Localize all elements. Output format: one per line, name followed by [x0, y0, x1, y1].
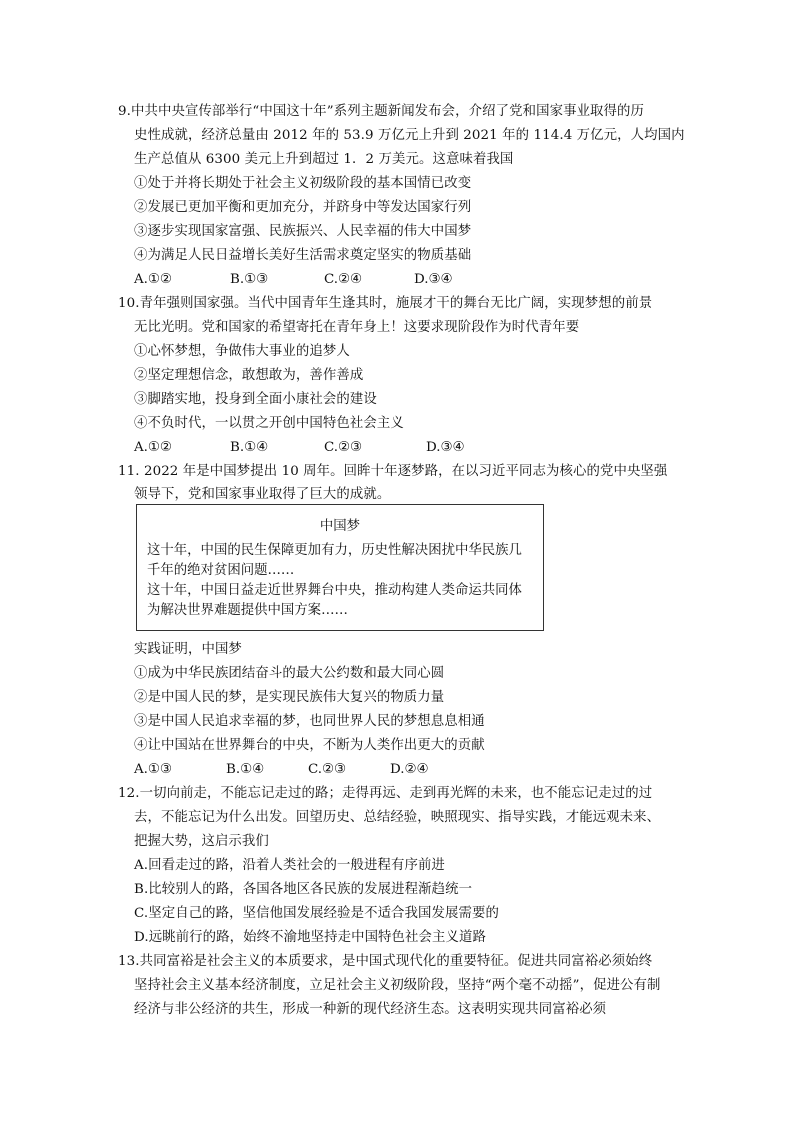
q9-item-2: ②发展已更加平衡和更加充分，并跻身中等发达国家行列	[134, 200, 472, 215]
q9-option-b[interactable]: B.①③	[230, 272, 269, 287]
q9-item-1: ①处于并将长期处于社会主义初级阶段的基本国情已改变	[134, 176, 472, 191]
china-dream-material-box	[136, 504, 544, 631]
q10-item-3: ③脚踏实地，投身到全面小康社会的建设	[134, 392, 377, 407]
q10-option-b[interactable]: B.①④	[230, 440, 269, 455]
q10-option-a[interactable]: A.①②	[134, 440, 172, 455]
q12-stem-line-3: 把握大势，这启示我们	[134, 834, 269, 849]
q10-stem-line-2: 无比光明。党和国家的希望寄托在青年身上！这要求现阶段作为时代青年要	[134, 320, 580, 335]
q12-choice-a[interactable]: A.回看走过的路，沿着人类社会的一般进程有序前进	[134, 858, 445, 873]
q9-option-c[interactable]: C.②④	[324, 272, 363, 287]
q12-stem-line-1: 12.一切向前走，不能忘记走过的路；走得再远、走到再光辉的未来，也不能忘记走过的过	[118, 786, 653, 801]
q11-item-1: ①成为中华民族团结奋斗的最大公约数和最大同心圆	[134, 666, 445, 681]
material-box-line-3: 这十年，中国日益走近世界舞台中央，推动构建人类命运共同体	[147, 583, 522, 598]
q11-option-d[interactable]: D.②④	[390, 762, 429, 777]
material-box-line-1: 这十年，中国的民生保障更加有力，历史性解决困扰中华民族几	[147, 543, 522, 558]
q9-item-3: ③逐步实现国家富强、民族振兴、人民幸福的伟大中国梦	[134, 224, 472, 239]
q9-option-d[interactable]: D.③④	[414, 272, 453, 287]
q9-option-a[interactable]: A.①②	[134, 272, 172, 287]
q11-item-2: ②是中国人民的梦，是实现民族伟大复兴的物质力量	[134, 690, 445, 705]
q9-stem-line-1: 9.中共中央宣传部举行“中国这十年”系列主题新闻发布会，介绍了党和国家事业取得的历	[118, 104, 645, 119]
q10-item-2: ②坚定理想信念，敢想敢为，善作善成	[134, 368, 364, 383]
q11-stem-line-1: 11. 2022 年是中国梦提出 10 周年。回眸十年逐梦路，在以习近平同志为核心的党中央坚强	[118, 464, 668, 479]
q10-item-1: ①心怀梦想，争做伟大事业的追梦人	[134, 344, 350, 359]
q12-stem-line-2: 去，不能忘记为什么出发。回望历史、总结经验，映照现实、指导实践，才能远观未来、	[134, 810, 661, 825]
q10-item-4: ④不负时代，一以贯之开创中国特色社会主义	[134, 416, 404, 431]
q13-stem-line-1: 13.共同富裕是社会主义的本质要求，是中国式现代化的重要特征。促进共同富裕必须始终	[118, 954, 653, 969]
q13-stem-line-3: 经济与非公经济的共生，形成一种新的现代经济生态。这表明实现共同富裕必须	[134, 1002, 607, 1017]
q11-option-a[interactable]: A.①③	[134, 762, 172, 777]
q11-stem-line-2: 领导下，党和国家事业取得了巨大的成就。	[134, 487, 391, 502]
q9-stem-line-3: 生产总值从 6300 美元上升到超过 1．2 万美元。这意味着我国	[134, 152, 514, 167]
q9-item-4: ④为满足人民日益增长美好生活需求奠定坚实的物质基础	[134, 248, 472, 263]
material-box-title: 中国梦	[319, 519, 361, 534]
q13-stem-line-2: 坚持社会主义基本经济制度，立足社会主义初级阶段，坚持“两个毫不动摇”，促进公有制	[134, 978, 661, 993]
q9-stem-line-2: 史性成就，经济总量由 2012 年的 53.9 万亿元上升到 2021 年的 114.4 万亿元，人均国内	[134, 128, 685, 143]
q10-stem-line-1: 10.青年强则国家强。当代中国青年生逢其时，施展才干的舞台无比广阔，实现梦想的前景	[118, 296, 653, 311]
material-box-line-2: 千年的绝对贫困问题……	[147, 563, 295, 578]
q12-choice-d[interactable]: D.远眺前行的路，始终不渝地坚持走中国特色社会主义道路	[134, 930, 486, 945]
q11-option-b[interactable]: B.①④	[226, 762, 265, 777]
q11-lead: 实践证明，中国梦	[134, 642, 242, 657]
q10-option-c[interactable]: C.②③	[324, 440, 363, 455]
q11-item-3: ③是中国人民追求幸福的梦，也同世界人民的梦想息息相通	[134, 714, 485, 729]
q11-option-c[interactable]: C.②③	[308, 762, 347, 777]
material-box-line-4: 为解决世界难题提供中国方案……	[147, 603, 348, 618]
q12-choice-b[interactable]: B.比较别人的路，各国各地区各民族的发展进程渐趋统一	[134, 882, 473, 897]
q11-item-4: ④让中国站在世界舞台的中央，不断为人类作出更大的贡献	[134, 738, 485, 753]
q12-choice-c[interactable]: C.坚定自己的路，坚信他国发展经验是不适合我国发展需要的	[134, 906, 499, 921]
q10-option-d[interactable]: D.③④	[426, 440, 465, 455]
